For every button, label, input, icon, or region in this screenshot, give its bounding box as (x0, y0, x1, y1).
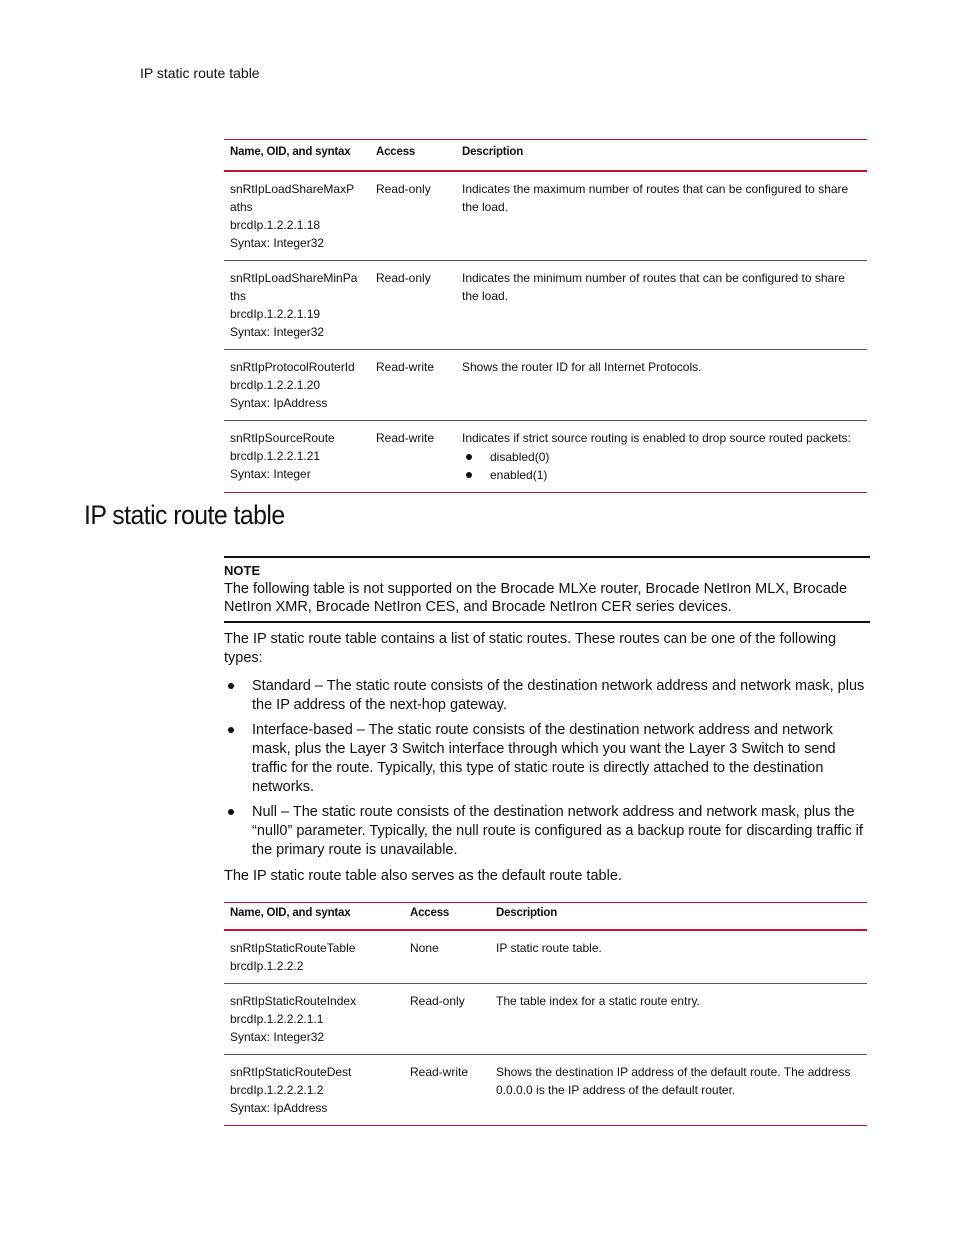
description-cell (490, 1055, 867, 1126)
object-name-cell (224, 261, 370, 350)
object-name-cell (224, 350, 370, 421)
column-header-description: Description (456, 140, 867, 172)
outro-paragraph: The IP static route table also serves as the default route table. (224, 868, 622, 884)
note-label: NOTE (224, 563, 261, 578)
access-cell: Read-only (404, 984, 490, 1055)
route-type-list (224, 677, 870, 866)
description-text: Indicates the minimum number of routes that can be configured to share the load. (462, 271, 845, 303)
object-syntax: Syntax: Integer32 (230, 1030, 325, 1044)
column-header-access: Access (404, 903, 490, 931)
object-name: snRtIpSourceRoute (230, 431, 335, 445)
object-oid: brcdIp.1.2.2.1.18 (230, 218, 321, 232)
table-row (224, 930, 867, 984)
table-row (224, 1055, 867, 1126)
object-name: snRtIpLoadShareMaxP (230, 182, 355, 196)
list-item: disabled(0) (462, 448, 861, 466)
table-row (224, 984, 867, 1055)
table-header-row (224, 903, 867, 931)
access-cell: Read-only (370, 261, 456, 350)
object-name-cell (224, 171, 370, 261)
table-row (224, 171, 867, 261)
table-header-row (224, 140, 867, 172)
description-text: IP static route table. (496, 941, 602, 955)
list-item: Standard – The static route consists of the destination network address and network mask, plus the IP address of the next-hop gateway. (224, 677, 870, 714)
object-name: snRtIpStaticRouteIndex (230, 994, 357, 1008)
object-syntax: Syntax: Integer32 (230, 325, 325, 339)
column-header-name: Name, OID, and syntax (224, 903, 404, 931)
note-box (224, 556, 870, 623)
object-oid: brcdIp.1.2.2.1.20 (230, 378, 321, 392)
table-row (224, 421, 867, 493)
mib-table-2 (224, 902, 867, 1126)
object-name-cell (224, 984, 404, 1055)
list-item: Interface-based – The static route consists of the destination network address and network mask, plus the Layer 3 Switch interface through which you want the Layer 3 Switch to send traffic for the route. Typically, this type of static route is directly attached to the destination networks. (224, 721, 870, 796)
object-name: snRtIpStaticRouteDest (230, 1065, 352, 1079)
table-row (224, 261, 867, 350)
running-header: IP static route table (140, 65, 260, 81)
object-oid: brcdIp.1.2.2.2.1.1 (230, 1012, 324, 1026)
description-cell (490, 984, 867, 1055)
object-syntax: Syntax: Integer32 (230, 236, 325, 250)
description-cell (456, 350, 867, 421)
column-header-name: Name, OID, and syntax (224, 140, 370, 172)
description-cell (456, 261, 867, 350)
column-header-description: Description (490, 903, 867, 931)
access-cell: Read-write (404, 1055, 490, 1126)
object-name-cell (224, 421, 370, 493)
access-cell: Read-only (370, 171, 456, 261)
description-text: Indicates the maximum number of routes that can be configured to share the load. (462, 182, 849, 214)
mib-table-1 (224, 139, 867, 493)
object-name-cell (224, 930, 404, 984)
list-item: enabled(1) (462, 466, 861, 484)
access-cell: Read-write (370, 421, 456, 493)
intro-paragraph: The IP static route table contains a list of static routes. These routes can be one of the following types: (224, 631, 837, 666)
section-title: IP static route table (84, 500, 285, 530)
description-cell (456, 421, 867, 493)
object-name: snRtIpProtocolRouterId (230, 360, 355, 374)
description-text: Shows the destination IP address of the default route. The address 0.0.0.0 is the IP address of the default router. (496, 1065, 851, 1097)
column-header-access: Access (370, 140, 456, 172)
object-syntax: Syntax: Integer (230, 467, 311, 481)
description-cell (456, 171, 867, 261)
list-item: Null – The static route consists of the destination network address and network mask, plus the “null0” parameter. Typically, the null route is configured as a backup route for discarding traffic if the primary route is unavailable. (224, 803, 870, 859)
object-oid: brcdIp.1.2.2.1.21 (230, 449, 321, 463)
object-oid: brcdIp.1.2.2.2.1.2 (230, 1083, 324, 1097)
object-name: snRtIpStaticRouteTable (230, 941, 356, 955)
object-oid: brcdIp.1.2.2.1.19 (230, 307, 321, 321)
object-name-cont: ths (230, 289, 247, 303)
access-cell: None (404, 930, 490, 984)
object-name-cell (224, 1055, 404, 1126)
description-text: Shows the router ID for all Internet Protocols. (462, 360, 702, 374)
note-text: The following table is not supported on the Brocade MLXe router, Brocade NetIron MLX, Brocade NetIron XMR, Brocade NetIron CES, and Brocade NetIron CER series devices. (224, 581, 848, 615)
object-name: snRtIpLoadShareMinPa (230, 271, 358, 285)
description-text: Indicates if strict source routing is enabled to drop source routed packets: (462, 431, 851, 445)
table-row (224, 350, 867, 421)
object-name-cont: aths (230, 200, 253, 214)
access-cell: Read-write (370, 350, 456, 421)
description-cell (490, 930, 867, 984)
object-oid: brcdIp.1.2.2.2 (230, 959, 304, 973)
object-syntax: Syntax: IpAddress (230, 1101, 328, 1115)
object-syntax: Syntax: IpAddress (230, 396, 328, 410)
description-text: The table index for a static route entry. (496, 994, 700, 1008)
value-list (462, 448, 861, 484)
